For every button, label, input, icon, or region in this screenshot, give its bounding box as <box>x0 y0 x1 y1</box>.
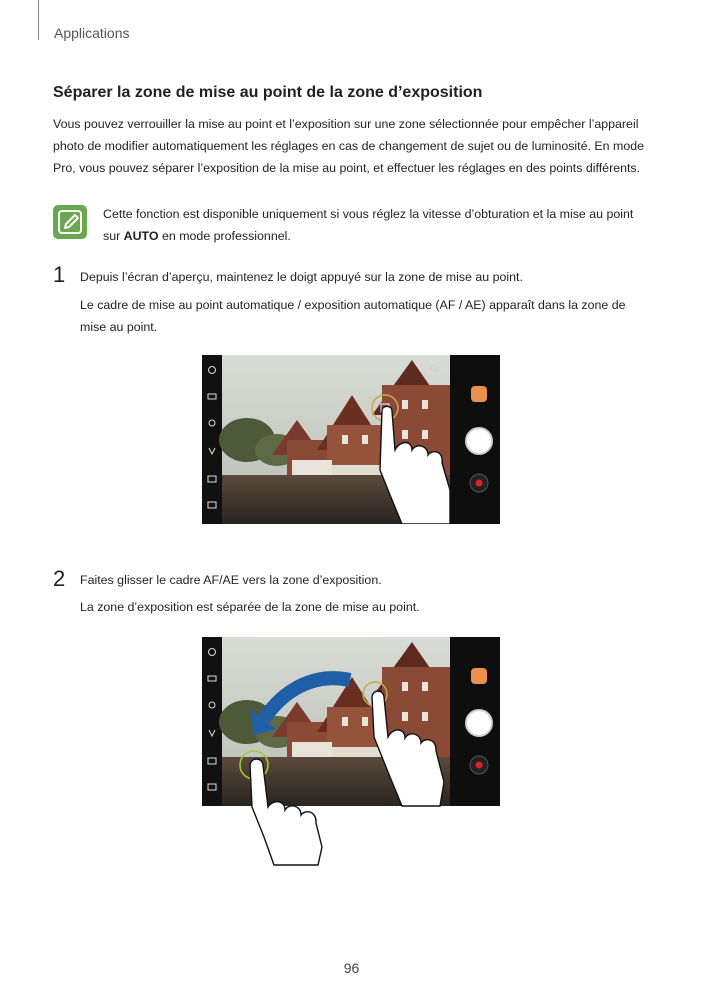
intro-paragraph: Vous pouvez verrouiller la mise au point et l’exposition sur une zone sélectionnée pour empêcher l’appareil photo de modifier automatiquement les réglages en cas de changement de sujet ou de luminosité. En mode Pro, vous pouvez séparer l’exposition de la mise au point, et effectuer les réglages en des points différents. <box>53 117 644 175</box>
step-instruction: Faites glisser le cadre AF/AE vers la zone d’exposition. <box>80 573 382 587</box>
step-number: 2 <box>53 566 66 591</box>
step-instruction: Depuis l’écran d’aperçu, maintenez le doigt appuyé sur la zone de mise au point. <box>80 270 523 284</box>
note-text: Cette fonction est disponible uniquement si vous réglez la vitesse d’obturation et la mise au point sur AUTO en mode professionnel. <box>103 207 634 243</box>
camera-screenshot-1 <box>202 355 500 524</box>
page-number: 96 <box>343 960 360 976</box>
step-number: 1 <box>53 262 66 287</box>
camera-screenshot-2 <box>202 637 500 806</box>
note-pencil-icon <box>53 205 87 239</box>
section-header: Applications <box>54 25 130 41</box>
section-title: Séparer la zone de mise au point de la zone d’exposition <box>53 84 483 101</box>
step-detail: La zone d’exposition est séparée de la zone de mise au point. <box>80 600 420 614</box>
side-rule <box>38 0 39 40</box>
note-bold-auto: AUTO <box>123 229 159 243</box>
step-detail: Le cadre de mise au point automatique / exposition automatique (AF / AE) apparaît dans la zone de mise au point. <box>80 298 626 334</box>
